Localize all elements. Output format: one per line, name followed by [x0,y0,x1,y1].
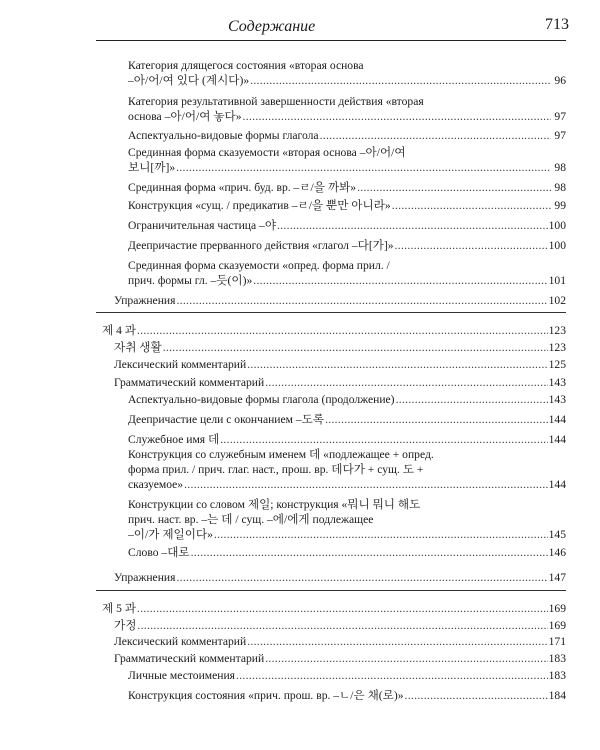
toc-page-number: 144 [548,478,566,491]
toc-entry-text: Аспектуально-видовые формы глагола [128,129,319,142]
toc-entry[interactable] [128,58,566,88]
leader-dots [214,527,548,542]
toc-entry-text: 제 4 과 [102,324,136,337]
toc-entry-text: Конструкция состояния «прич. прош. вр. –ㄴ/은 채(로)» [128,689,404,702]
toc-entry-line [128,462,566,477]
leader-dots [220,432,547,447]
toc-entry-line [128,238,566,253]
toc-page-number: 169 [548,619,566,632]
leader-dots [247,634,547,649]
toc-entry-line [114,570,566,585]
running-title: Содержание [228,18,316,35]
leader-dots [265,651,547,666]
toc-page-number: 101 [548,274,566,287]
leader-dots [265,375,547,390]
toc-entry-text: Слово –대로 [128,546,190,559]
toc-entry[interactable] [114,293,566,308]
toc-entry[interactable] [114,570,566,585]
toc-entry-text: прич. формы гл. –듯(이)» [128,274,253,287]
toc-entry-line [128,73,566,88]
toc-entry[interactable] [114,618,566,633]
toc-entry-text: Служебное имя 데 [128,433,220,446]
toc-entry[interactable] [128,688,566,703]
toc-page-number: 146 [548,546,566,559]
section-divider [96,590,566,591]
toc-entry-line [128,432,566,447]
toc-page-number: 123 [548,341,566,354]
toc-entry-text: –아/어/여 있다 (계시다)» [128,74,250,87]
toc-page-number: 147 [548,571,566,584]
toc-entry-line [128,273,566,288]
toc-entry-text: Срединная форма сказуемости «вторая основа –아/어/여 [128,146,406,159]
leader-dots [236,668,548,683]
toc-entry[interactable] [114,357,566,372]
toc-entry-text: Грамматический комментарий [114,652,265,665]
leader-dots [395,238,548,253]
toc-entry-line [114,340,566,355]
toc-entry-text: Категория длящегося состояния «вторая основа [128,59,364,72]
leader-dots [247,357,547,372]
leader-dots [243,109,551,124]
toc-entry-line [128,145,566,160]
toc-page-number: 144 [548,433,566,446]
toc-entry-line [128,258,566,273]
toc-entry-line [102,323,566,338]
toc-entry-text: сказуемое» [128,478,184,491]
toc-page-number: 97 [554,110,566,123]
toc-page-number: 96 [554,74,566,87]
section-divider [96,312,566,313]
toc-entry-line [128,392,566,407]
toc-entry-line [128,477,566,492]
toc-entry[interactable] [114,375,566,390]
toc-entry[interactable] [128,497,566,542]
toc-entry-line [128,545,566,560]
toc-entry-text: Упражнения [114,571,176,584]
toc-page-number: 125 [548,358,566,371]
toc-entry-text: Грамматический комментарий [114,376,265,389]
toc-page-number: 184 [548,689,566,702]
leader-dots [137,323,548,338]
toc-entry-line [114,634,566,649]
toc-entry[interactable] [128,258,566,288]
toc-page-number: 99 [554,199,566,212]
toc-entry[interactable] [128,218,566,233]
toc-entry-text: прич. наст. вр. –는 데 / сущ. –에/에게 подлежащее [128,513,374,526]
leader-dots [176,160,551,175]
leader-dots [137,618,547,633]
leader-dots [176,570,547,585]
leader-dots [163,340,548,355]
toc-entry-text: 보니[까]» [128,161,176,174]
toc-entry-text: 가정 [114,619,137,632]
toc-entry-text: Деепричастие прерванного действия «глагол –다[가]» [128,239,394,252]
toc-page-number: 100 [548,219,566,232]
toc-entry-line [128,128,566,143]
toc-entry-text: 제 5 과 [102,602,136,615]
toc-entry-line [114,618,566,633]
toc-entry[interactable] [128,145,566,175]
toc-entry-text: Деепричастие цели с окончанием –도록 [128,413,325,426]
leader-dots [325,412,548,427]
toc-entry-text: Срединная форма сказуемости «опред. форма прил. / [128,259,390,272]
toc-entry[interactable] [128,94,566,124]
toc-entry[interactable] [114,651,566,666]
leader-dots [191,545,548,560]
toc-entry-line [128,218,566,233]
toc-entry-line [128,94,566,109]
toc-entry[interactable] [102,601,566,616]
toc-entry[interactable] [114,340,566,355]
leader-dots [396,392,548,407]
toc-entry-text: –이/가 제일이다» [128,528,213,541]
toc-entry-line [128,512,566,527]
leader-dots [250,73,551,88]
toc-entry[interactable] [128,128,566,143]
toc-entry-text: Конструкция со служебным именем 데 «подлежащее + опред. [128,448,434,461]
toc-page-number: 143 [548,393,566,406]
toc-entry-line [128,198,566,213]
toc-page-number: 171 [548,635,566,648]
toc-entry-line [128,160,566,175]
page-number: 713 [545,16,569,33]
toc-entry[interactable] [128,392,566,407]
toc-entry-line [128,58,566,73]
toc-entry-text: Лексический комментарий [114,358,247,371]
toc-entry-text: Ограничительная частица –야 [128,219,277,232]
toc-entry[interactable] [102,323,566,338]
toc-entry-line [128,447,566,462]
toc-page-number: 102 [548,294,566,307]
toc-entry-line [128,412,566,427]
toc-page-number: 100 [548,239,566,252]
leader-dots [357,180,551,195]
leader-dots [184,477,548,492]
toc-entry-line [114,651,566,666]
toc-entry-text: 자취 생활 [114,341,162,354]
toc-page-number: 183 [548,652,566,665]
toc-entry[interactable] [128,198,566,213]
leader-dots [320,128,551,143]
toc-entry-text: Упражнения [114,294,176,307]
toc-entry[interactable] [128,412,566,427]
toc-page-number: 97 [554,129,566,142]
toc-entry-text: основа –아/어/여 놓다» [128,110,242,123]
leader-dots [277,218,548,233]
toc-entry-text: Аспектуально-видовые формы глагола (продолжение) [128,393,395,406]
leader-dots [137,601,548,616]
toc-entry-text: Конструкция «сущ. / предикатив –ㄹ/을 뿐만 아니라» [128,199,391,212]
toc-entry-line [128,688,566,703]
toc-entry[interactable] [128,180,566,195]
leader-dots [176,293,547,308]
toc-entry[interactable] [128,238,566,253]
toc-page-number: 144 [548,413,566,426]
toc-entry-line [114,375,566,390]
toc-page-number: 183 [548,669,566,682]
toc-entry-text: Срединная форма «прич. буд. вр. –ㄹ/을 까봐» [128,181,357,194]
toc-page-number: 123 [548,324,566,337]
toc-entry-text: форма прил. / прич. глаг. наст., прош. вр. 데다가 + сущ. 도 + [128,463,424,476]
toc-page-number: 169 [548,602,566,615]
toc-entry-text: Лексический комментарий [114,635,247,648]
toc-entry-line [102,601,566,616]
leader-dots [405,688,548,703]
leader-dots [392,198,551,213]
toc-page-number: 98 [554,161,566,174]
toc-entry-line [128,527,566,542]
leader-dots [253,273,547,288]
toc-entry[interactable] [128,432,566,447]
toc-entry-text: Личные местоимения [128,669,235,682]
toc-entry-text: Категория результативной завершенности действия «вторая [128,95,424,108]
toc-entry[interactable] [128,447,566,492]
toc-page-number: 143 [548,376,566,389]
toc-entry-line [128,668,566,683]
toc-entry-line [128,497,566,512]
toc-entry-line [128,180,566,195]
toc-page-number: 98 [554,181,566,194]
toc-entry-line [114,357,566,372]
toc-entry-line [114,293,566,308]
toc-entry[interactable] [114,634,566,649]
toc-page-number: 145 [548,528,566,541]
toc-entry[interactable] [128,545,566,560]
toc-entry-line [128,109,566,124]
toc-entry[interactable] [128,668,566,683]
toc-entry-text: Конструкции со словом 제일; конструкция «뭐니 뭐니 해도 [128,498,421,511]
